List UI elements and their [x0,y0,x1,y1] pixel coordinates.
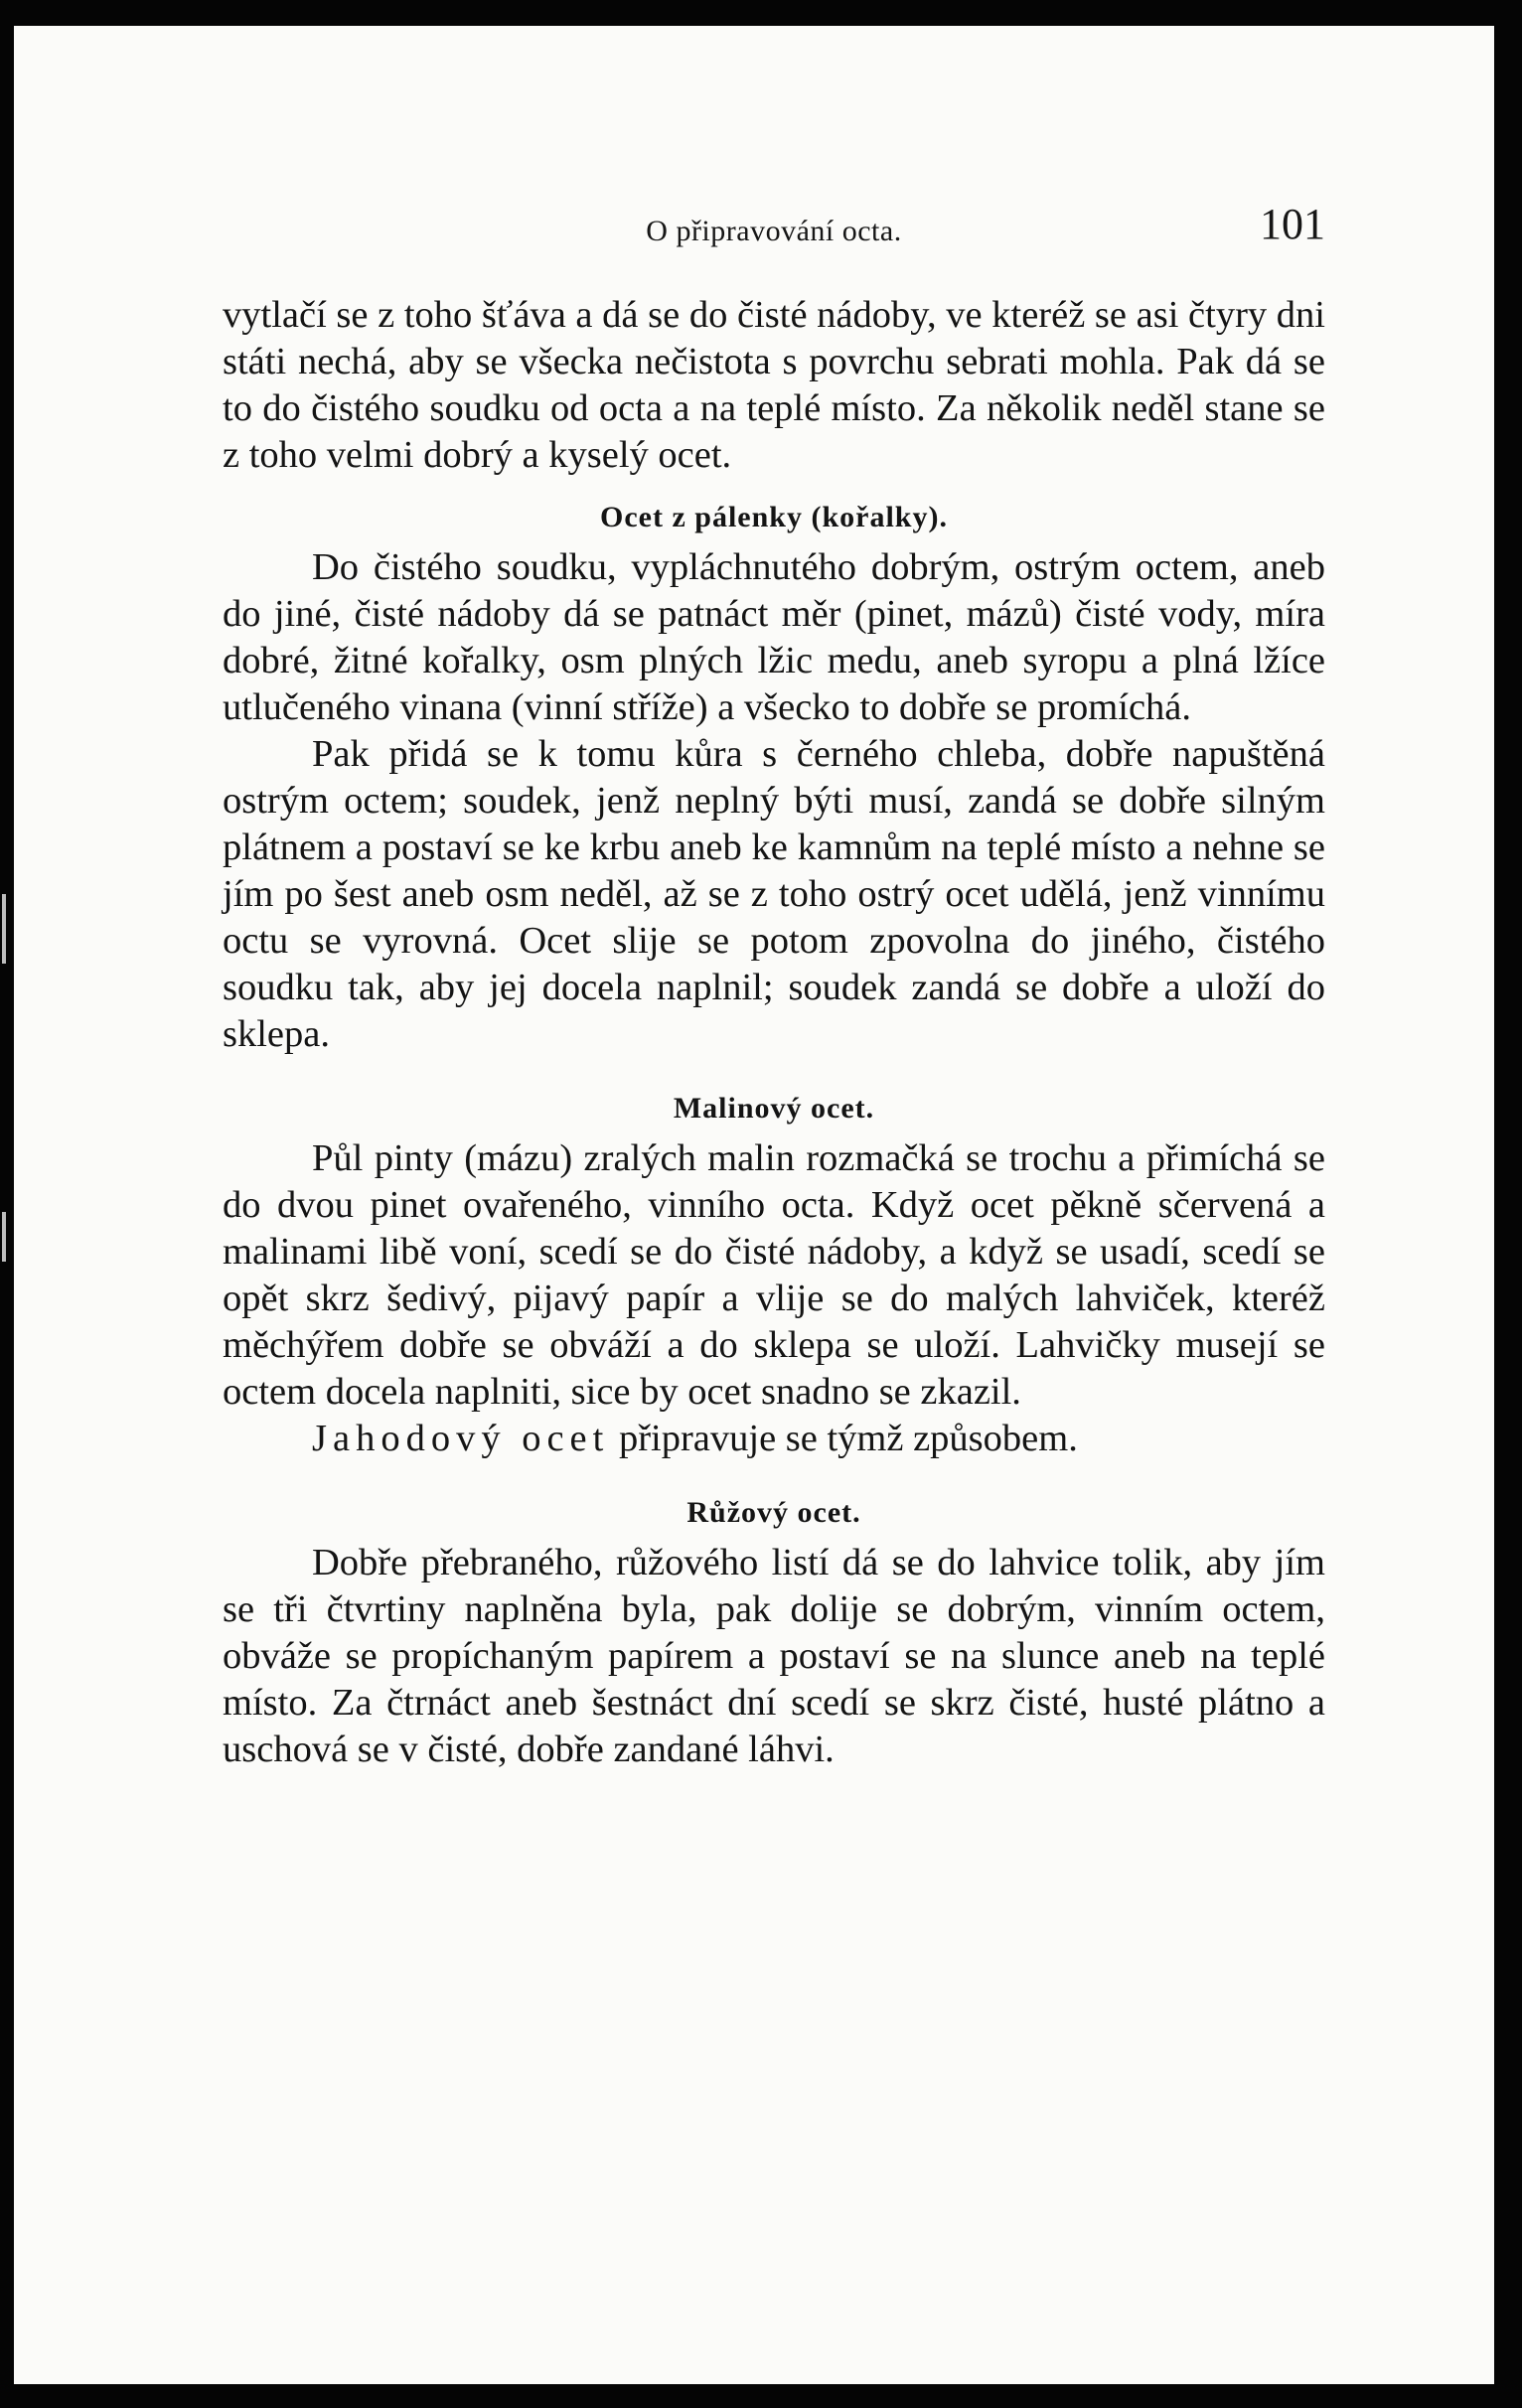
page-number: 101 [1260,200,1325,248]
paragraph: Do čistého soudku, vypláchnutého dobrým, ostrým octem, aneb do jiné, čisté nádoby dá se patnáct měr (pinet, mázů) čisté vody, míra dobré, žitné kořalky, osm plných lžic medu, aneb syropu a plná lžíce utlučeného vinana (vinní stříže) a všecko to dobře se promíchá. [223,546,1325,728]
running-title: O připravování octa. [646,215,902,247]
paragraph [223,1416,1325,1462]
scan-edge-mark [2,1212,6,1262]
running-head [223,199,1325,258]
scan-edge-mark [2,894,6,964]
paragraph: Půl pinty (mázu) zralých malin rozmačká se trochu a přimíchá se do dvou pinet ovařeného, vinního octa. Když ocet pěkně sčervená a malinami libě voní, scedí se do čisté nádoby, a když se usadí, scedí se opět skrz šedivý, pijavý papír a vlije se do malých lahviček, kteréž měchýřem dobře se obváží a do sklepa se uloží. Lahvičky musejí se octem docela naplniti, sice by ocet snadno se zkazil. [223,1137,1325,1413]
section-heading-malinovy: Malinový ocet. [673,1092,875,1125]
section-heading-palenka: Ocet z pálenky (kořalky). [600,501,948,533]
paragraph: Pak přidá se k tomu kůra s černého chleba, dobře napuštěná ostrým octem; soudek, jenž neplný býti musí, zandá se dobře silným plátnem a postaví se ke krbu aneb ke kamnům na teplé místo a nehne se jím po šest aneb osm neděl, až se z toho ostrý ocet udělá, jenž vinnímu octu se vyrovná. Ocet slije se potom zpovolna do jiného, čistého soudku tak, aby jej docela naplnil; soudek zandá se dobře a uloží do sklepa. [223,733,1325,1055]
paragraph-text: připravuje se týmž způsobem. [609,1418,1078,1459]
page-body [223,292,1325,1773]
spaced-term: Jahodový ocet [312,1418,610,1459]
paragraph-continued: vytlačí se z toho šťáva a dá se do čisté nádoby, ve kteréž se asi čtyry dni státi nechá, aby se všecka nečistota s povrchu sebrati mohla. Pak dá se to do čistého soudku od octa a na teplé místo. Za několik neděl stane se z toho velmi dobrý a kyselý ocet. [223,294,1325,476]
book-page [14,26,1494,2384]
paragraph: Dobře přebraného, růžového listí dá se do lahvice tolik, aby jím se tři čtvrtiny naplněna byla, pak dolije se dobrým, vinním octem, obváže se propíchaným papírem a postaví se na slunce aneb na teplé místo. Za čtrnáct aneb šestnáct dní scedí se skrz čisté, husté plátno a uschová se v čisté, dobře zandané láhvi. [223,1542,1325,1770]
section-heading-ruzovy: Růžový ocet. [686,1496,861,1529]
